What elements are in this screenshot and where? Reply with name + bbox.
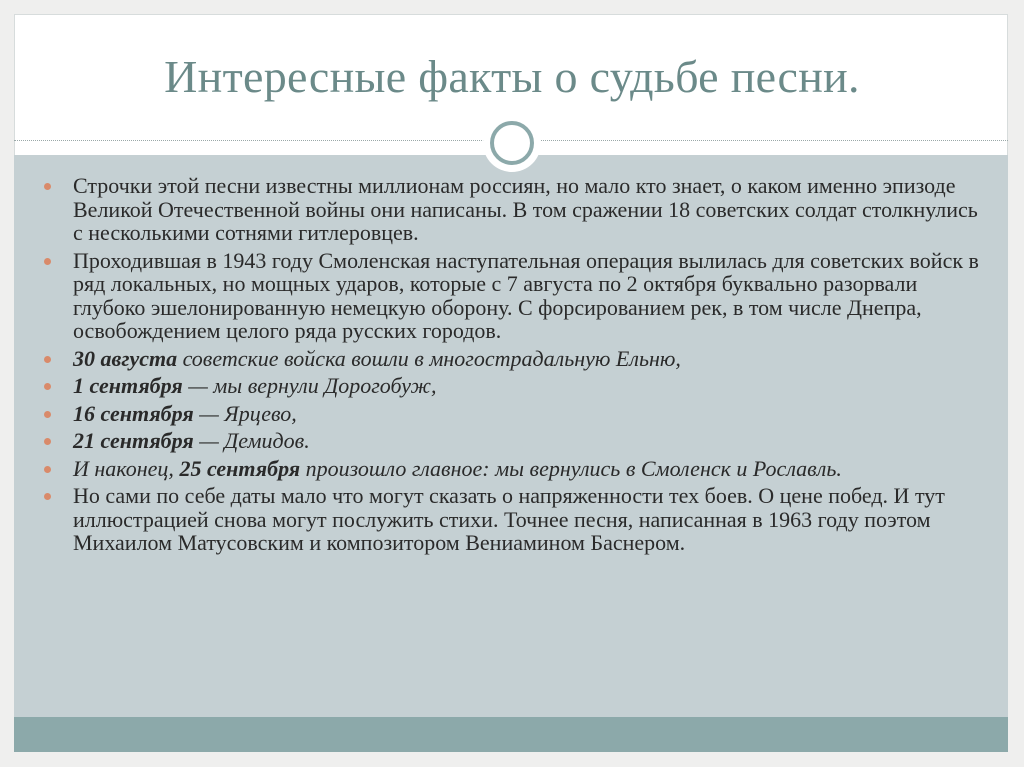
- bullet-text: — Демидов.: [193, 428, 310, 453]
- bullet-item: [44, 402, 979, 426]
- bullet-dot-icon: [44, 258, 51, 265]
- bullet-text: советские войска вошли в многострадальную Ельню,: [177, 345, 681, 371]
- bullet-dot-icon: [44, 383, 51, 390]
- bullet-item: [44, 457, 979, 481]
- slide-title: Интересные факты о судьбе песни.: [164, 51, 860, 102]
- bullet-text: Строчки этой песни известны миллионам россиян, но мало кто знает, о каком именно эпизоде Великой Отечественной войны они написаны. В том сражении 18 советских солдат столкнулись с несколькими сотнями гитлеровцев.: [73, 173, 978, 245]
- bullet-dot-icon: [44, 493, 51, 500]
- bottom-band: [14, 717, 1008, 752]
- bullet-text: — мы вернули Дорогобуж,: [182, 373, 437, 398]
- bullet-date: 21 сентября: [73, 428, 194, 453]
- bullet-dot-icon: [44, 411, 51, 418]
- bullet-item: [44, 374, 979, 398]
- bullet-date: 1 сентября: [73, 373, 183, 398]
- bullet-dot-icon: [44, 466, 51, 473]
- ring-inner: [490, 121, 534, 165]
- bullet-item: [44, 249, 979, 343]
- bullet-dot-icon: [44, 356, 51, 363]
- bullet-date: 25 сентября: [179, 455, 301, 481]
- bullet-text: произошло главное: мы вернулись в Смоленск и Рославль.: [300, 455, 842, 481]
- bullet-item: [44, 347, 979, 371]
- bullet-text: Но сами по себе даты мало что могут сказать о напряженности тех боев. О цене побед. И тут иллюстрацией снова могут послужить стихи. Точнее песня, написанная в 1963 году поэтом Михаилом Матусовским и композитором Вениамином Баснером.: [73, 483, 945, 555]
- bullet-dot-icon: [44, 183, 51, 190]
- bullet-text: Проходившая в 1943 году Смоленская наступательная операция вылилась для советских войск в ряд локальных, но мощных ударов, которые с 7 августа по 2 октября буквально разорвали глубоко эшелонированную немецкую оборону. С форсированием рек, в том числе Днепра, освобождением целого ряда русских городов.: [73, 247, 979, 343]
- bullet-dot-icon: [44, 438, 51, 445]
- bullet-date: 30 августа: [73, 345, 178, 371]
- bullet-list: [44, 174, 979, 559]
- bullet-prefix: И наконец,: [73, 455, 180, 481]
- bullet-date: 16 сентября: [73, 400, 194, 426]
- ring-ornament-icon: [483, 114, 541, 172]
- bullet-item: [44, 484, 979, 555]
- bullet-item: [44, 429, 979, 453]
- bullet-text: — Ярцево,: [193, 400, 297, 426]
- bullet-item: [44, 174, 979, 245]
